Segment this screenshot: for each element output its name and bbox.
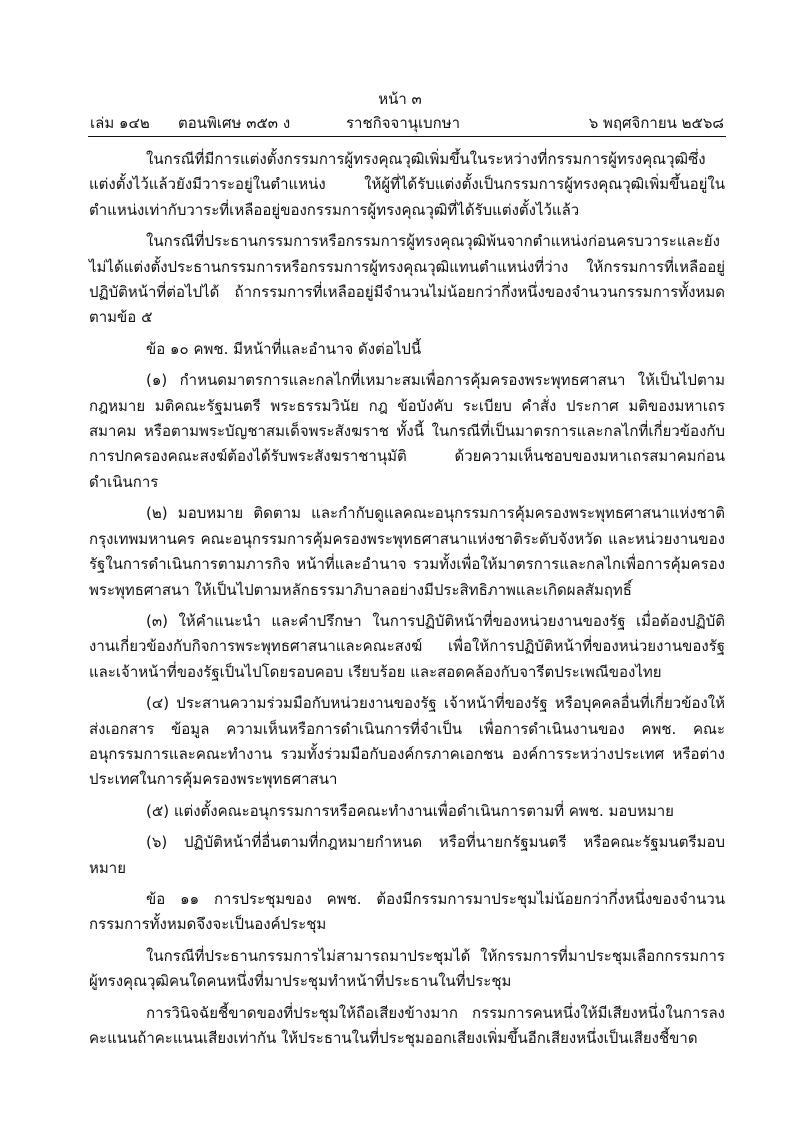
clause-10-item-5: (๕) แต่งตั้งคณะอนุกรรมการหรือคณะทำงานเพื่อดำเนินการตามที่ คพช. มอบหมาย bbox=[146, 801, 674, 820]
clause-10-heading: ข้อ ๑๐ คพช. มีหน้าที่และอำนาจ ดังต่อไปนี้ bbox=[146, 339, 422, 358]
clause-10-item-4: (๔) ประสานความร่วมมือกับหน่วยงานของรัฐ เจ้าหน้าที่ของรัฐ หรือบุคคลอื่นที่เกี่ยวข้องให้ส่งเอกสาร ข้อมูล ความเห็นหรือการดำเนินการที่จำเป็น เพื่อการดำเนินงานของ คพช. คณะอนุกรรมการและคณะทำงาน รวมทั้งร่วมมือกับองค์กรภาคเอกชน องค์การระหว่างประเทศ หรือต่างประเทศในการคุ้มครองพระพุทธศาสนา bbox=[89, 694, 725, 789]
paragraph-additional-member-term: ในกรณีที่มีการแต่งตั้งกรรมการผู้ทรงคุณวุฒิเพิ่มขึ้นในระหว่างที่กรรมการผู้ทรงคุณวุฒิซึ่งแต่งตั้งไว้แล้วยังมีวาระอยู่ในตำแหน่ง ให้ผู้ที่ได้รับแต่งตั้งเป็นกรรมการผู้ทรงคุณวุฒิเพิ่มขึ้นอยู่ในตำแหน่งเท่ากับวาระที่เหลืออยู่ของกรรมการผู้ทรงคุณวุฒิที่ได้รับแต่งตั้งไว้แล้ว bbox=[89, 150, 725, 219]
gazette-header bbox=[90, 111, 724, 133]
header-divider bbox=[88, 136, 726, 137]
paragraph-vacancy: ในกรณีที่ประธานกรรมการหรือกรรมการผู้ทรงคุณวุฒิพ้นจากตำแหน่งก่อนครบวาระและยังไม่ได้แต่งตั้งประธานกรรมการหรือกรรมการผู้ทรงคุณวุฒิแทนตำแหน่งที่ว่าง ให้กรรมการที่เหลืออยู่ปฏิบัติหน้าที่ต่อไปได้ ถ้ากรรมการที่เหลืออยู่มีจำนวนไม่น้อยกว่ากึ่งหนึ่งของจำนวนกรรมการทั้งหมดตามข้อ ๕ bbox=[89, 232, 725, 327]
document-body bbox=[89, 147, 725, 1057]
clause-10-item-6: (๖) ปฏิบัติหน้าที่อื่นตามที่กฎหมายกำหนด หรือที่นายกรัฐมนตรี หรือคณะรัฐมนตรีมอบหมาย bbox=[89, 833, 725, 877]
clause-10-item-2: (๒) มอบหมาย ติดตาม และกำกับดูแลคณะอนุกรรมการคุ้มครองพระพุทธศาสนาแห่งชาติกรุงเทพมหานคร คณะอนุกรรมการคุ้มครองพระพุทธศาสนาแห่งชาติระดับจังหวัด และหน่วยงานของรัฐในการดำเนินการตามภารกิจ หน้าที่และอำนาจ รวมทั้งเพื่อให้มาตรการและกลไกเพื่อการคุ้มครองพระพุทธศาสนา ให้เป็นไปตามหลักธรรมาภิบาลอย่างมีประสิทธิภาพและเกิดผลสัมฤทธิ์ bbox=[89, 504, 725, 599]
clause-11-acting-chair: ในกรณีที่ประธานกรรมการไม่สามารถมาประชุมได้ ให้กรรมการที่มาประชุมเลือกกรรมการผู้ทรงคุณวุฒิคนใดคนหนึ่งที่มาประชุมทำหน้าที่ประธานในที่ประชุม bbox=[89, 946, 725, 991]
header-gazette-name: ราชกิจจานุเบกษา bbox=[346, 114, 461, 132]
page-number: หน้า ๓ bbox=[378, 90, 422, 108]
clause-11-voting: การวินิจฉัยชี้ขาดของที่ประชุมให้ถือเสียงข้างมาก กรรมการคนหนึ่งให้มีเสียงหนึ่งในการลงคะแนนถ้าคะแนนเสียงเท่ากัน ให้ประธานในที่ประชุมออกเสียงเพิ่มขึ้นอีกเสียงหนึ่งเป็นเสียงชี้ขาด bbox=[89, 1003, 725, 1047]
header-volume: เล่ม ๑๔๒ bbox=[90, 114, 150, 132]
clause-10-item-3: (๓) ให้คำแนะนำ และคำปรึกษา ในการปฏิบัติหน้าที่ของหน่วยงานของรัฐ เมื่อต้องปฏิบัติงานเกี่ยวข้องกับกิจการพระพุทธศาสนาและคณะสงฆ์ เพื่อให้การปฏิบัติหน้าที่ของหน่วยงานของรัฐและเจ้าหน้าที่ของรัฐเป็นไปโดยรอบคอบ เรียบร้อย และสอดคล้องกับจารีตประเพณีของไทย bbox=[89, 611, 725, 681]
clause-11-quorum: ข้อ ๑๑ การประชุมของ คพช. ต้องมีกรรมการมาประชุมไม่น้อยกว่ากึ่งหนึ่งของจำนวนกรรมการทั้งหมดจึงจะเป็นองค์ประชุม bbox=[89, 889, 725, 934]
header-date: ๖ พฤศจิกายน ๒๕๖๘ bbox=[588, 114, 724, 132]
header-issue: ตอนพิเศษ ๓๕๓ ง bbox=[178, 114, 291, 132]
clause-10-item-1: (๑) กำหนดมาตรการและกลไกที่เหมาะสมเพื่อการคุ้มครองพระพุทธศาสนา ให้เป็นไปตามกฎหมาย มติคณะรัฐมนตรี พระธรรมวินัย กฎ ข้อบังคับ ระเบียบ คำสั่ง ประกาศ มติของมหาเถรสมาคม หรือตามพระบัญชาสมเด็จพระสังฆราช ทั้งนี้ ในกรณีที่เป็นมาตรการและกลไกที่เกี่ยวข้องกับการปกครองคณะสงฆ์ต้องได้รับพระสังฆราชานุมัติ ด้วยความเห็นชอบของมหาเถรสมาคมก่อนดำเนินการ bbox=[89, 371, 725, 491]
